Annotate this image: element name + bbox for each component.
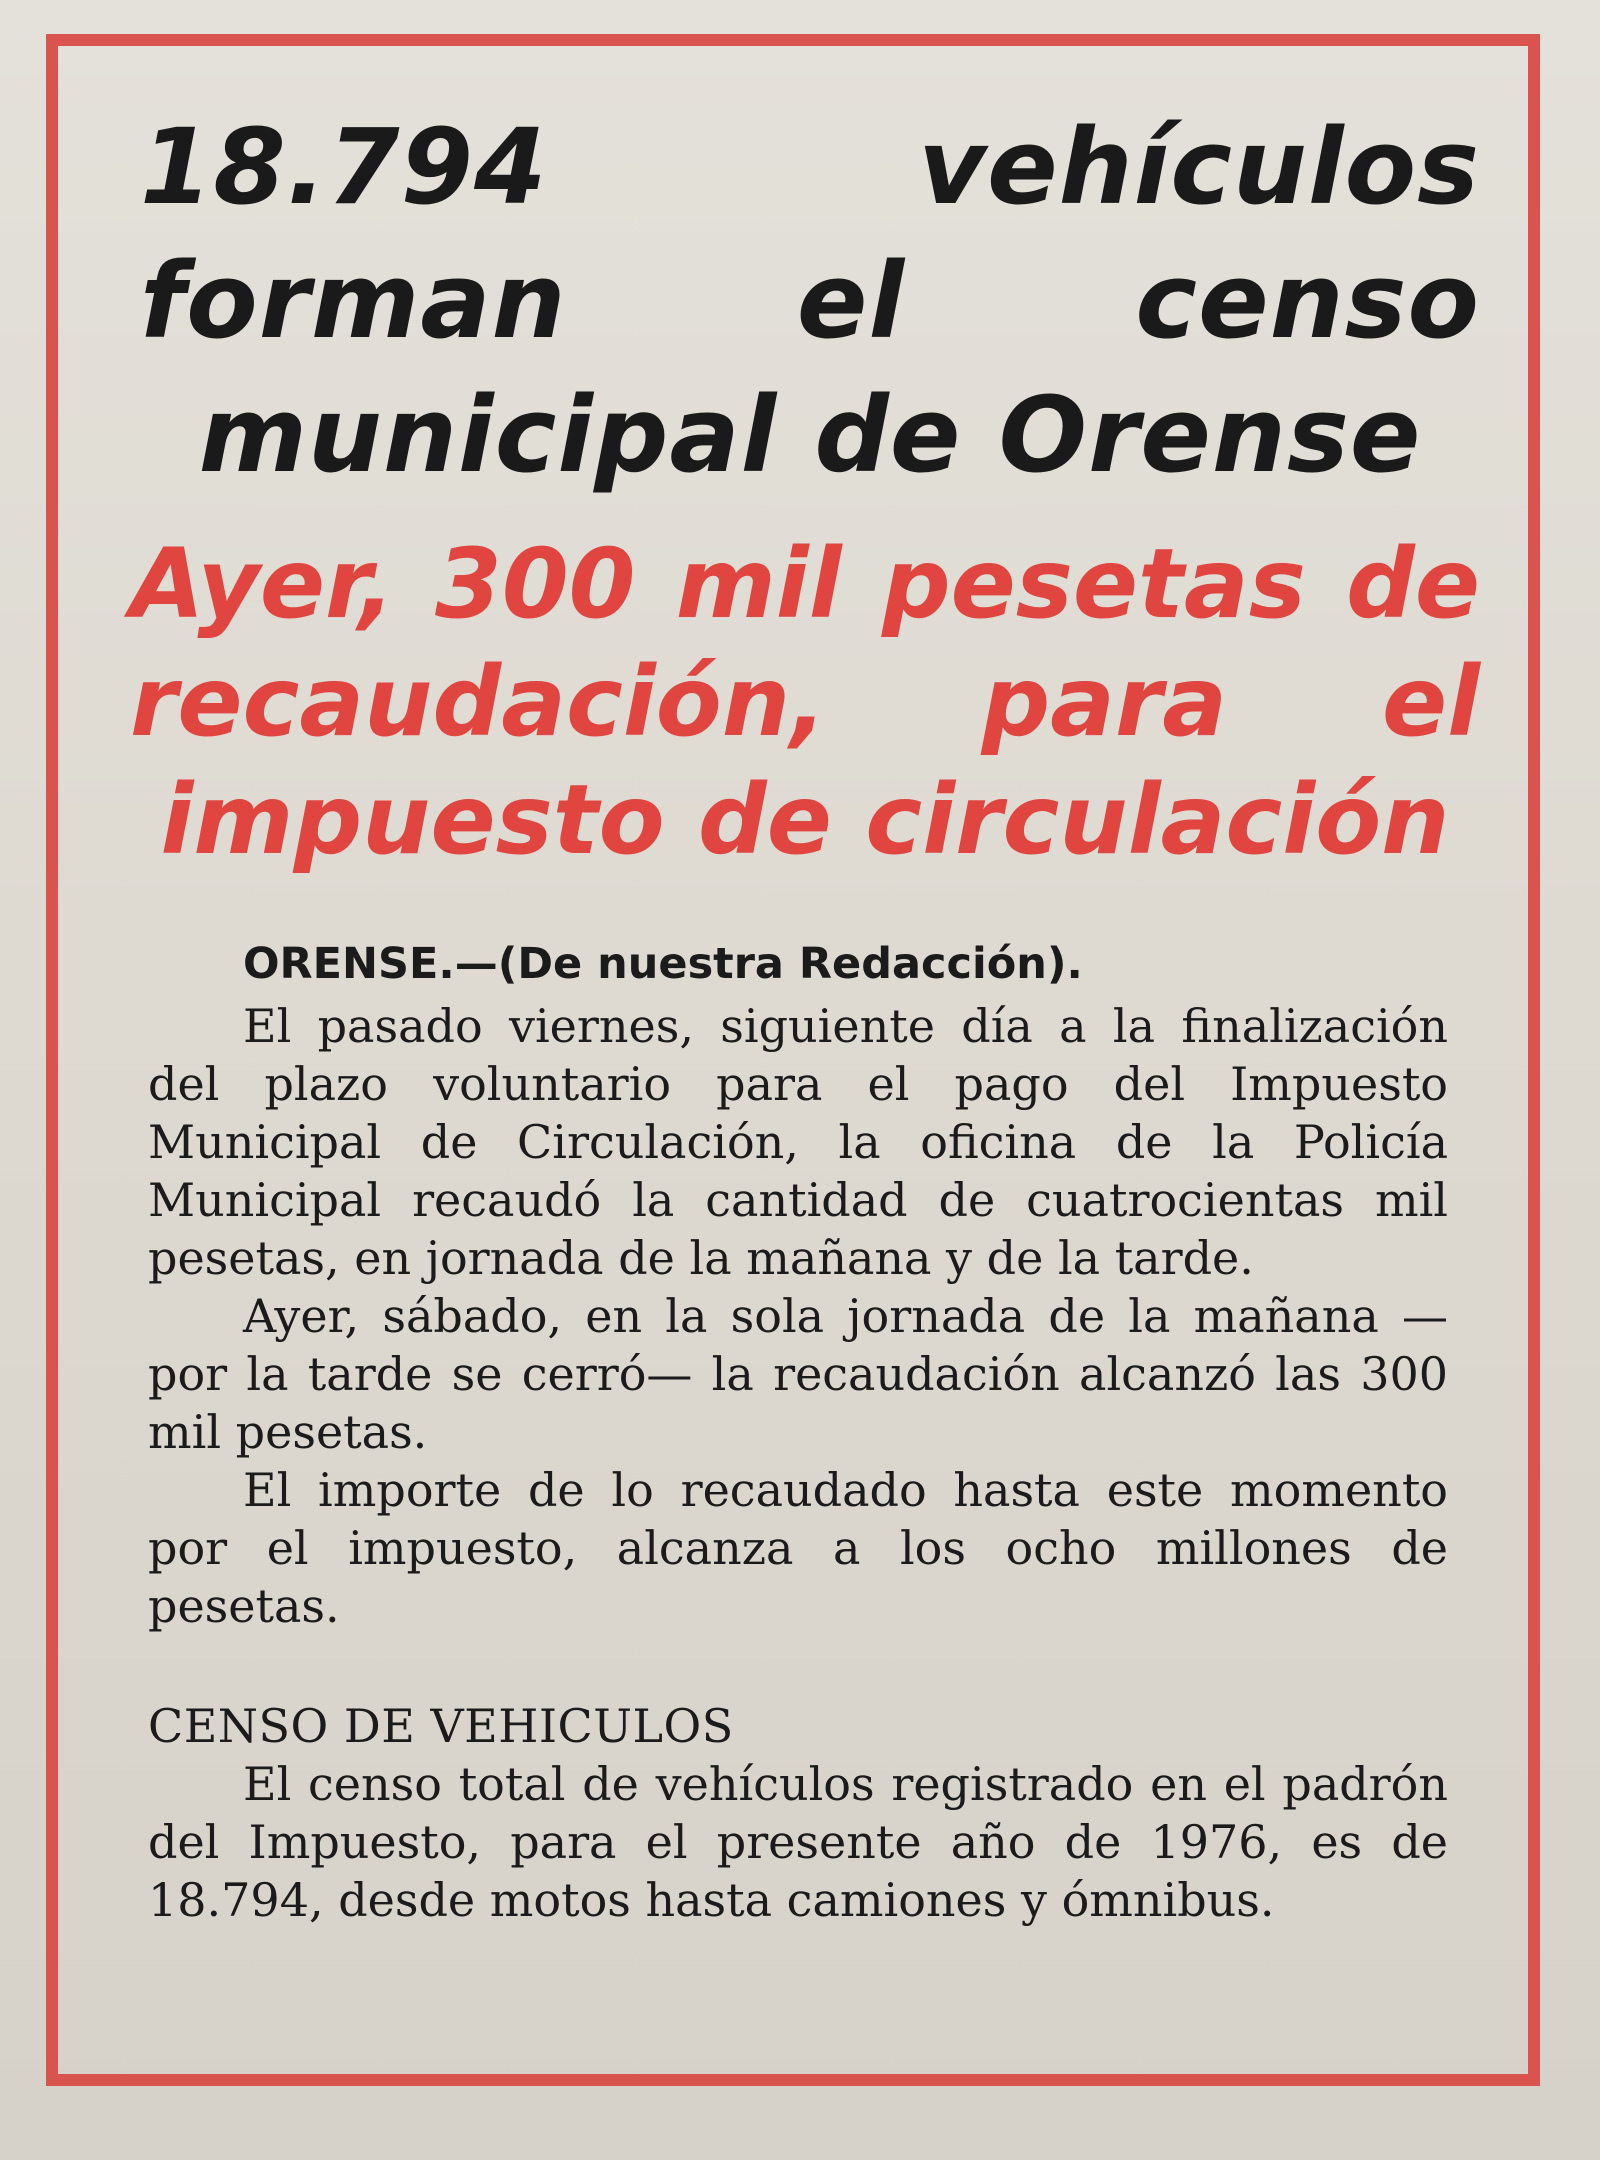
- article-body: [148, 935, 1448, 1929]
- paragraph: El censo total de vehículos registrado en el padrón del Impuesto, para el presente año de 1976, es de 18.794, desde motos hasta camiones y ómnibus.: [148, 1757, 1448, 1927]
- dateline: ORENSE.—(De nuestra Redacción).: [243, 939, 1083, 989]
- paragraph: El importe de lo recaudado hasta este momento por el impuesto, alcanza a los ocho millones de pesetas.: [148, 1463, 1448, 1633]
- section-heading: CENSO DE VEHICULOS: [148, 1699, 734, 1753]
- paragraph: Ayer, sábado, en la sola jornada de la mañana —por la tarde se cerró— la recaudación alcanzó las 300 mil pesetas.: [148, 1289, 1448, 1459]
- headline: 18.794 vehículos forman el censo municipal de Orense: [140, 106, 1480, 496]
- subheadline: Ayer, 300 mil pesetas de recaudación, para el impuesto de circulación: [130, 528, 1480, 876]
- paragraph: El pasado viernes, siguiente día a la finalización del plazo voluntario para el pago del Impuesto Municipal de Circulación, la oficina de la Policía Municipal recaudó la cantidad de cuatrocientas mil pesetas, en jornada de la mañana y de la tarde.: [148, 999, 1448, 1285]
